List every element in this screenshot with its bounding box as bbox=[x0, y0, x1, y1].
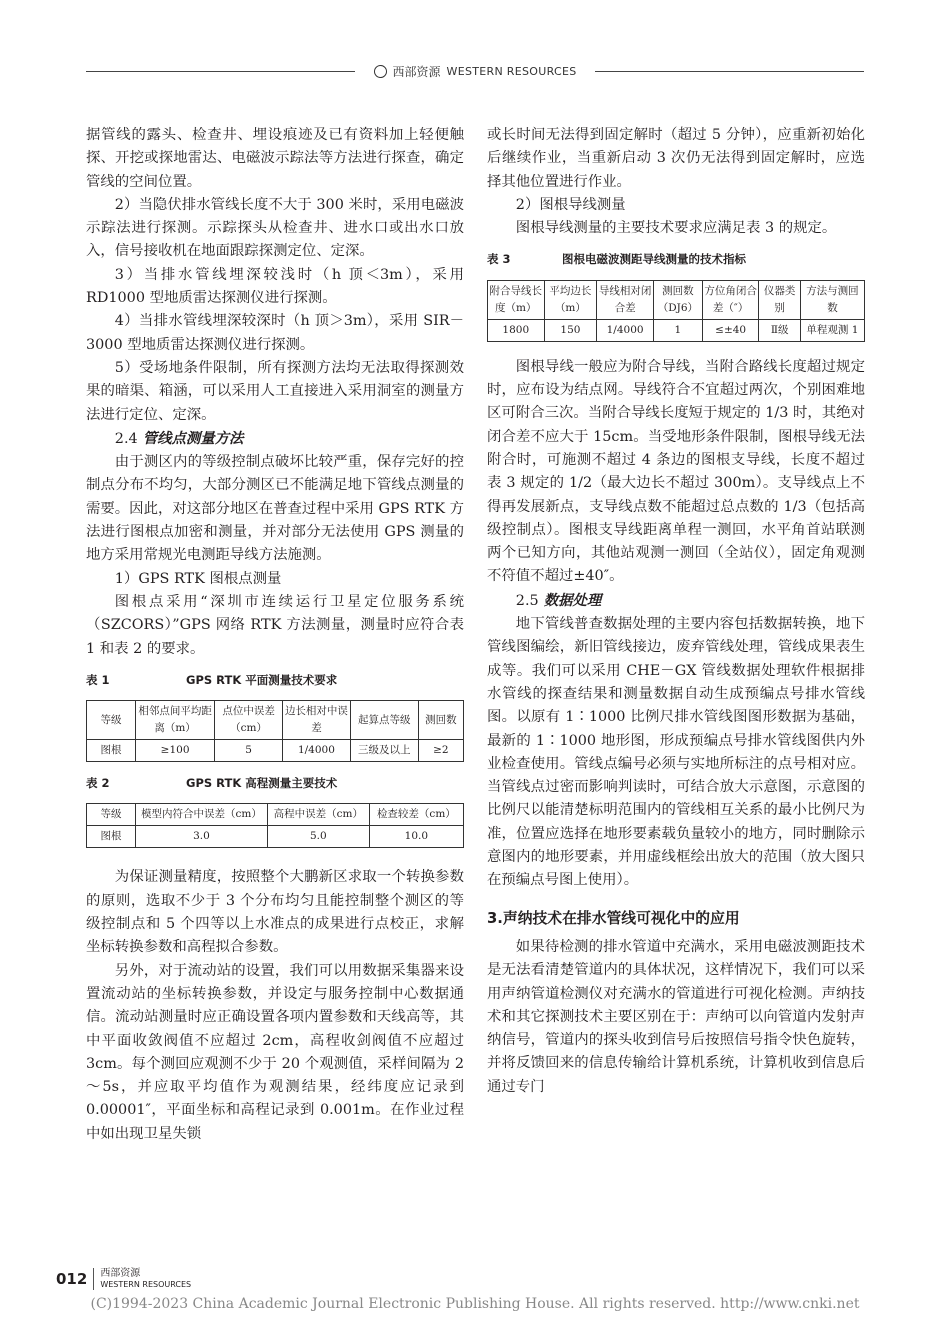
table-header-cell: 导线相对闭合差 bbox=[597, 280, 654, 319]
table-2 bbox=[86, 803, 464, 848]
paragraph: 2）当隐伏排水管线长度不大于 300 米时，采用电磁波示踪法进行探测。示踪探头从检查井、进水口或出水口放入，信号接收机在地面跟踪探测定位、定深。 bbox=[86, 196, 464, 260]
table-cell: 150 bbox=[544, 319, 597, 341]
table-header-cell: 仪器类别 bbox=[759, 280, 800, 319]
paragraph: 4）当排水管线埋深较深时（h 顶＞3m），采用 SIR－3000 型地质雷达探测仪进行探测。 bbox=[86, 313, 464, 353]
table-row bbox=[87, 826, 464, 848]
table-3 bbox=[487, 280, 865, 342]
paragraph: 图根点采用“深圳市连续运行卫星定位服务系统（SZCORS）”GPS 网络 RTK 方法测量，测量时应符合表 1 和表 2 的要求。 bbox=[86, 593, 464, 657]
paragraph: 为保证测量精度，按照整个大鹏新区求取一个转换参数的原则，选取不少于 3 个分布均匀且能控制整个测区的等级控制点和 5 个四等以上水准点的成果进行点校正，求解坐标转换参数和高程拟合参数。 bbox=[86, 869, 464, 956]
table-header-cell: 模型内符合中误差（cm） bbox=[136, 804, 268, 826]
section-number: 2.5 bbox=[515, 592, 539, 609]
section-title: 数据处理 bbox=[543, 591, 602, 609]
table-cell: 图根 bbox=[87, 740, 136, 762]
table-cell: 5 bbox=[215, 740, 283, 762]
header-rule-left bbox=[86, 71, 356, 72]
page-number: 012 bbox=[56, 1270, 88, 1288]
table-cell: 1 bbox=[653, 319, 702, 341]
table-header-cell: 高程中误差（cm） bbox=[267, 804, 369, 826]
table-3-caption bbox=[487, 248, 865, 271]
paragraph: 1）GPS RTK 图根点测量 bbox=[114, 570, 282, 587]
table-cell: 3.0 bbox=[136, 826, 268, 848]
table-header-cell: 点位中误差（cm） bbox=[215, 701, 283, 740]
paragraph: 图根导线一般应为附合导线，当附合路线长度超过规定时，应布设为结点网。导线符合不宜超过两次，个别困难地区可附合三次。当附合导线长度短于规定的 1/3 时，其绝对闭合差不应大于 15cm。当受地形条件限制，图根导线无法附合时，可施测不超过 4 条边的图根支导线，长度不超过表 3 规定的 1/2（最大边长不超过 300m）。支导线点上不得再发展新点，支导线点数不能超过总点数的 1/3（包括高级控制点）。图根支导线距离单程一测回，水平角首站联测两个已知方向，其他站观测一测回（全站仪），固定角观测不符值不超过±40″。 bbox=[487, 358, 865, 585]
right-column bbox=[487, 124, 865, 1099]
table-number: 表 2 bbox=[86, 776, 110, 791]
table-header-cell: 方位角闭合差（″） bbox=[702, 280, 759, 319]
page-footer bbox=[56, 1268, 191, 1290]
table-2-caption bbox=[86, 772, 464, 795]
table-cell: Ⅱ级 bbox=[759, 319, 800, 341]
header-rule-right bbox=[594, 71, 864, 72]
section-heading-3: 3.声纳技术在排水管线可视化中的应用 bbox=[487, 909, 740, 927]
copyright-line: (C)1994-2023 China Academic Journal Electronic Publishing House. All rights reserved. http://www.cnki.net bbox=[90, 1296, 860, 1312]
paragraph: 地下管线普查数据处理的主要内容包括数据转换，地下管线图编绘，新旧管线接边，废弃管线处理，管线成果表生成等。我们可以采用 CHE－GX 管线数据处理软件根据排水管线的探查结果和测量数据自动生成预编点号排水管线图。以原有 1∶1000 比例尺排水管线图图形数据为基础，最新的 1∶1000 地形图，形成预编点号排水管线图供内外业检查使用。管线点编号必须与实地所标注的点号相对应。当管线点过密而影响判读时，可结合放大示意图，示意图的比例尺以能清楚标明范围内的管线相互关系的最小比例尺为准，位置应选择在地形要素载负量较小的地方，同时删除示意图内的地形要素，并用虚线框绘出放大的范围（放大图只在预编点号图上使用）。 bbox=[487, 616, 865, 889]
paragraph: 另外，对于流动站的设置，我们可以用数据采集器来设置流动站的坐标转换参数，并设定与服务控制中心数据通信。流动站测量时应正确设置各项内置参数和天线高等，其中平面收敛阀值不应超过 2cm，高程收剑阀值不应超过 3cm。每个测回应观测不少于 20 个观测值，采样间隔为 2～5s，并应取平均值作为观测结果，经纬度应记录到 0.00001″，平面坐标和高程记录到 0.001m。在作业过程中如出现卫星失锁 bbox=[86, 962, 464, 1142]
table-title: 图根电磁波测距导线测量的技术指标 bbox=[562, 252, 746, 267]
paragraph: 或长时间无法得到固定解时（超过 5 分钟），应重新初始化后继续作业，当重新启动 3 次仍无法得到固定解时，应选择其他位置进行作业。 bbox=[487, 127, 865, 190]
table-row bbox=[488, 319, 865, 341]
table-header-cell: 附合导线长度（m） bbox=[488, 280, 545, 319]
table-header-cell: 等级 bbox=[87, 701, 136, 740]
table-header-cell: 方法与测回数 bbox=[800, 280, 864, 319]
section-title: 管线点测量方法 bbox=[142, 429, 244, 447]
table-header-cell: 检查较差（cm） bbox=[369, 804, 463, 826]
table-cell: 10.0 bbox=[369, 826, 463, 848]
table-cell: 三级及以上 bbox=[350, 740, 418, 762]
table-cell: 图根 bbox=[87, 826, 136, 848]
header-journal-cn: 西部资源 bbox=[392, 64, 441, 79]
table-cell: 1/4000 bbox=[283, 740, 351, 762]
header-journal-en: WESTERN RESOURCES bbox=[446, 64, 577, 78]
table-header-cell: 测回数（DJ6） bbox=[653, 280, 702, 319]
table-title: GPS RTK 平面测量技术要求 bbox=[186, 672, 338, 687]
table-number: 表 1 bbox=[86, 672, 110, 687]
table-row bbox=[87, 740, 464, 762]
paragraph: 如果待检测的排水管道中充满水，采用电磁波测距技术是无法看清楚管道内的具体状况，这样情况下，我们可以采用声纳管道检测仪对充满水的管道进行可视化检测。声纳技术和其它探测技术主要区别在于：声纳可以向管道内发射声纳信号，管道内的探头收到信号后按照信号指令快色旋转，并将反馈回来的信息传输给计算机系统，计算机收到信息后通过专门 bbox=[487, 938, 865, 1095]
table-cell: 1/4000 bbox=[597, 319, 654, 341]
table-header-cell: 平均边长（m） bbox=[544, 280, 597, 319]
table-cell: 1800 bbox=[488, 319, 545, 341]
table-1-caption bbox=[86, 669, 464, 692]
footer-journal bbox=[100, 1268, 191, 1290]
table-header-row bbox=[87, 804, 464, 826]
table-header-row bbox=[87, 701, 464, 740]
table-cell: ≤±40 bbox=[702, 319, 759, 341]
paragraph: 据管线的露头、检查井、埋设痕迹及已有资料加上轻便触探、开挖或探地雷达、电磁波示踪法等方法进行探查，确定管线的空间位置。 bbox=[86, 127, 464, 190]
paragraph: 2）图根导线测量 bbox=[515, 196, 626, 213]
table-header-cell: 等级 bbox=[87, 804, 136, 826]
footer-divider bbox=[93, 1268, 94, 1290]
section-number: 2.4 bbox=[114, 430, 138, 447]
section-heading-2-5 bbox=[487, 589, 865, 613]
journal-logo-icon bbox=[374, 65, 387, 78]
paragraph: 3）当排水管线埋深较浅时（h 顶＜3m），采用 RD1000 型地质雷达探测仪进行探测。 bbox=[86, 266, 464, 307]
table-cell: ≥100 bbox=[136, 740, 215, 762]
table-number: 表 3 bbox=[487, 252, 511, 267]
footer-journal-cn: 西部资源 bbox=[100, 1268, 141, 1279]
table-cell: 5.0 bbox=[267, 826, 369, 848]
table-cell: 单程观测 1 bbox=[800, 319, 864, 341]
table-title: GPS RTK 高程测量主要技术 bbox=[186, 776, 338, 791]
table-header-row bbox=[488, 280, 865, 319]
table-header-cell: 起算点等级 bbox=[350, 701, 418, 740]
table-cell: ≥2 bbox=[418, 740, 463, 762]
running-header bbox=[355, 62, 595, 80]
table-header-cell: 相邻点间平均距离（m） bbox=[136, 701, 215, 740]
table-header-cell: 测回数 bbox=[418, 701, 463, 740]
table-header-cell: 边长相对中误差 bbox=[283, 701, 351, 740]
paragraph: 图根导线测量的主要技术要求应满足表 3 的规定。 bbox=[515, 220, 837, 237]
footer-journal-en: WESTERN RESOURCES bbox=[100, 1280, 192, 1289]
table-1 bbox=[86, 700, 464, 762]
paragraph: 5）受场地条件限制，所有探测方法均无法取得探测效果的暗渠、箱涵，可以采用人工直接进入采用洞室的测量方法进行定位、定深。 bbox=[86, 359, 464, 423]
section-heading-2-4 bbox=[86, 427, 464, 451]
paragraph: 由于测区内的等级控制点破坏比较严重，保存完好的控制点分布不均匀，大部分测区已不能满足地下管线点测量的需要。因此，对这部分地区在普查过程中采用 GPS RTK 方法进行图根点加密和测量，并对部分无法使用 GPS 测量的地方采用常规光电测距导线方法施测。 bbox=[86, 454, 464, 564]
left-column bbox=[86, 124, 464, 1146]
